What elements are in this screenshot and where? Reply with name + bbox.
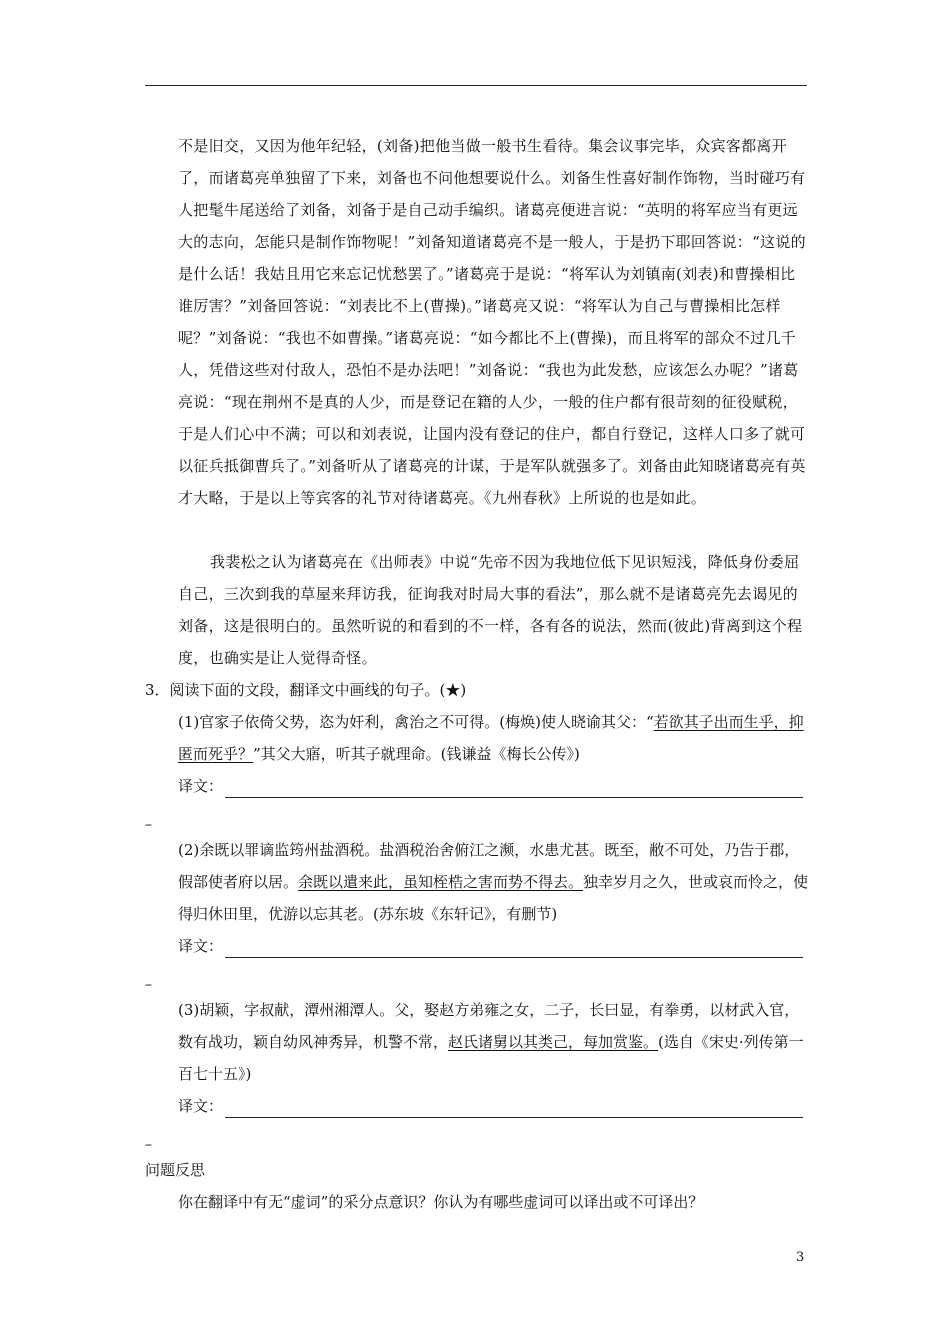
underlined-sentence-3: 赵氏诸舅以其类己，每加赏鉴。 xyxy=(448,1033,659,1051)
dash-mark: – xyxy=(145,1137,152,1153)
answer-row-1 xyxy=(178,774,803,798)
answer-label: 译文： xyxy=(178,937,224,955)
answer-line[interactable] xyxy=(225,939,803,958)
answer-line[interactable] xyxy=(225,1099,803,1118)
answer-row-3 xyxy=(178,1094,803,1118)
section-title: 问题反思 xyxy=(145,1161,206,1179)
page-number: 3 xyxy=(796,1250,805,1265)
header-rule xyxy=(145,85,807,86)
answer-row-2 xyxy=(178,934,803,958)
question-heading: 3．阅读下面的文段，翻译文中画线的句子。(★) xyxy=(145,681,467,699)
question-item-1: (1)官家子依倚父势，恣为奸利，禽治之不可得。(梅焕)使人晓谕其父：“若欲其子出而生乎，抑匿而死乎？”其父大寤，听其子就理命。(钱谦益《梅长公传》) xyxy=(178,713,804,763)
reflection-question: 你在翻译中有无“虚词”的采分点意识？你认为有哪些虚词可以译出或不可译出？ xyxy=(178,1193,704,1211)
underlined-sentence-2: 余既以遣来此，虽知桎梏之害而势不得去。 xyxy=(298,873,584,891)
passage-paragraph-2: 我裴松之认为诸葛亮在《出师表》中说“先帝不因为我地位低下见识短浅，降低身份委屈自己，三次到我的草屋来拜访我，征询我对时局大事的看法”，那么就不是诸葛亮先去谒见的刘备，这是很明白的。虽然听说的和看到的不一样，各有各的说法，然而(彼此)背离到这个程度，也确实是让人觉得奇怪。 xyxy=(178,553,803,667)
answer-line[interactable] xyxy=(225,779,803,798)
dash-mark: – xyxy=(145,817,152,833)
answer-label: 译文： xyxy=(178,777,224,795)
question-item-2: (2)余既以罪谪监筠州盐酒税。盐酒税治舍俯江之濒，水患尤甚。既至，敝不可处，乃告于郡，假部使者府以居。余既以遣来此，虽知桎梏之害而势不得去。独幸岁月之久，世或哀而怜之，使得归休田里，优游以忘其老。(苏东坡《东轩记》，有删节) xyxy=(178,841,809,923)
underlined-sentence-1: 若欲其子出而生乎，抑匿而死乎？ xyxy=(178,713,804,763)
passage-paragraph-1: 不是旧交，又因为他年纪轻，(刘备)把他当做一般书生看待。集会议事完毕，众宾客都离开了，而诸葛亮单独留了下来，刘备也不问他想要说什么。刘备生性喜好制作饰物，当时碰巧有人把髦牛尾送给了刘备，刘备于是自己动手编织。诸葛亮便进言说：“英明的将军应当有更远大的志向，怎能只是制作饰物呢！”刘备知道诸葛亮不是一般人，于是扔下耶回答说：“这说的是什么话！我姑且用它来忘记忧愁罢了。”诸葛亮于是说：“将军认为刘镇南(刘表)和曹操相比谁厉害？”刘备回答说：“刘表比不上(曹操)。”诸葛亮又说：“将军认为自己与曹操相比怎样呢？”刘备说：“我也不如曹操。”诸葛亮说：“如今都比不上(曹操)，而且将军的部众不过几千人，凭借这些对付敌人，恐怕不是办法吧！”刘备说：“我也为此发愁，应该怎么办呢？”诸葛亮说：“现在荆州不是真的人少，而是登记在籍的人少，一般的住户都有很苛刻的征役赋税，于是人们心中不满；可以和刘表说，让国内没有登记的住户，都自行登记，这样人口多了就可以征兵抵御曹兵了。”刘备听从了诸葛亮的计谋，于是军队就强多了。刘备由此知晓诸葛亮有英才大略，于是以上等宾客的礼节对待诸葛亮。《九州春秋》上所说的也是如此。 xyxy=(178,137,806,507)
question-item-3: (3)胡颖，字叔献，潭州湘潭人。父，娶赵方弟雍之女，二子，长曰显，有拳勇，以材武入官，数有战功，颖自幼风神秀异，机警不常，赵氏诸舅以其类己，每加赏鉴。(选自《宋史·列传第一百七十五》) xyxy=(178,1001,804,1083)
answer-label: 译文： xyxy=(178,1097,224,1115)
dash-mark: – xyxy=(145,977,152,993)
